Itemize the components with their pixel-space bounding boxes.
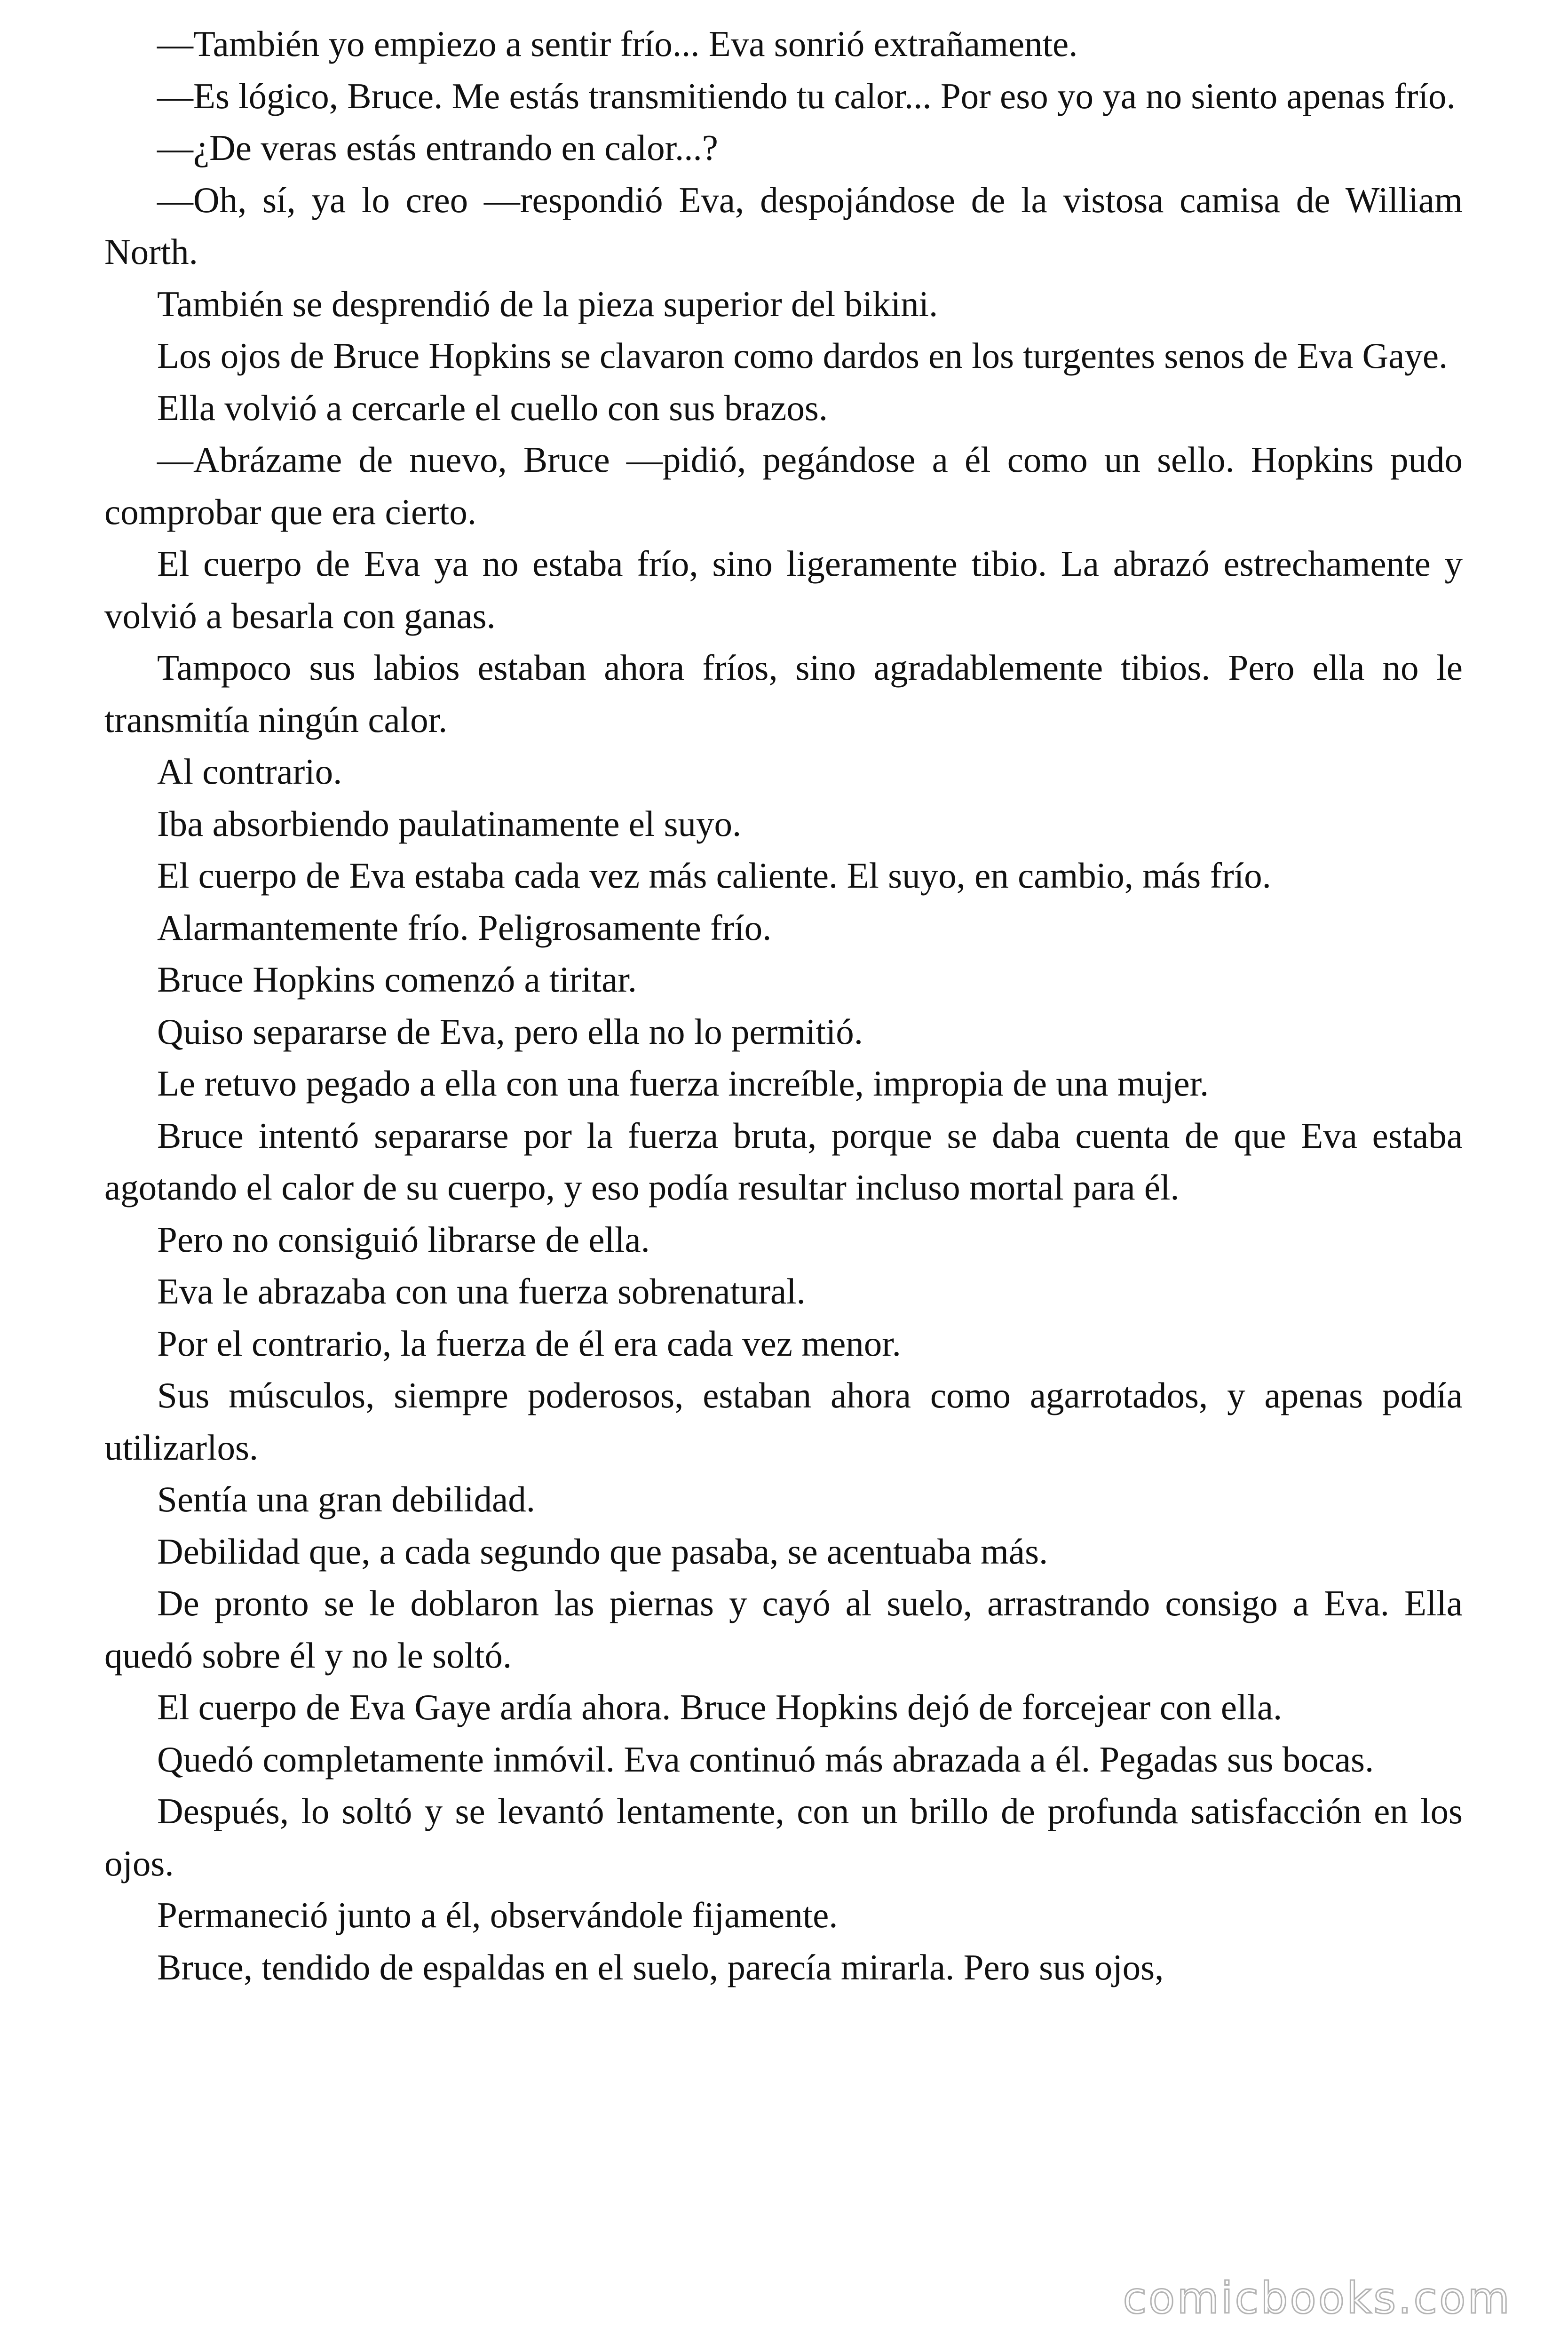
paragraph: Por el contrario, la fuerza de él era cada vez menor. [157,1323,901,1364]
paragraph: Le retuvo pegado a ella con una fuerza increíble, impropia de una mujer. [157,1063,1209,1104]
paragraph: Tampoco sus labios estaban ahora fríos, sino agradablemente tibios. Pero ella no le transmitía ningún calor. [104,647,1463,740]
paragraph: Después, lo soltó y se levantó lentamente, con un brillo de profunda satisfacción en los ojos. [104,1791,1463,1883]
paragraph: Bruce, tendido de espaldas en el suelo, parecía mirarla. Pero sus ojos, [157,1947,1164,1987]
paragraph: Alarmantemente frío. Peligrosamente frío. [157,907,772,948]
paragraph: El cuerpo de Eva ya no estaba frío, sino ligeramente tibio. La abrazó estrechamente y volvió a besarla con ganas. [104,543,1463,636]
watermark: comicbooks.com [1123,2273,1512,2323]
paragraph: El cuerpo de Eva estaba cada vez más caliente. El suyo, en cambio, más frío. [157,855,1271,896]
paragraph: El cuerpo de Eva Gaye ardía ahora. Bruce Hopkins dejó de forcejear con ella. [157,1687,1283,1727]
paragraph: Debilidad que, a cada segundo que pasaba, se acentuaba más. [157,1531,1048,1572]
paragraph: Permaneció junto a él, observándole fijamente. [157,1895,838,1935]
paragraph: —¿De veras estás entrando en calor...? [157,127,718,168]
paragraph: —Es lógico, Bruce. Me estás transmitiendo tu calor... Por eso yo ya no siento apenas frío. [157,75,1456,116]
paragraph: También se desprendió de la pieza superior del bikini. [157,283,938,324]
paragraph: De pronto se le doblaron las piernas y cayó al suelo, arrastrando consigo a Eva. Ella quedó sobre él y no le soltó. [104,1583,1463,1676]
paragraph: Los ojos de Bruce Hopkins se clavaron como dardos en los turgentes senos de Eva Gaye. [157,335,1448,376]
paragraph: Iba absorbiendo paulatinamente el suyo. [157,803,742,844]
paragraph: —Oh, sí, ya lo creo —respondió Eva, despojándose de la vistosa camisa de William North. [104,179,1463,272]
paragraph: Bruce Hopkins comenzó a tiritar. [157,959,637,1000]
paragraph: Ella volvió a cercarle el cuello con sus brazos. [157,387,828,428]
paragraph: Quiso separarse de Eva, pero ella no lo permitió. [157,1011,863,1052]
page-text [104,18,1463,1993]
paragraph: Sus músculos, siempre poderosos, estaban ahora como agarrotados, y apenas podía utilizarlos. [104,1375,1463,1468]
paragraph: Sentía una gran debilidad. [157,1479,535,1519]
paragraph: —También yo empiezo a sentir frío... Eva sonrió extrañamente. [157,24,1078,64]
paragraph: —Abrázame de nuevo, Bruce —pidió, pegándose a él como un sello. Hopkins pudo comprobar que era cierto. [104,439,1463,532]
paragraph: Quedó completamente inmóvil. Eva continuó más abrazada a él. Pegadas sus bocas. [157,1739,1374,1780]
paragraph: Al contrario. [157,751,342,792]
paragraph: Eva le abrazaba con una fuerza sobrenatural. [157,1271,806,1311]
paragraph: Pero no consiguió librarse de ella. [157,1219,650,1260]
paragraph: Bruce intentó separarse por la fuerza bruta, porque se daba cuenta de que Eva estaba agotando el calor de su cuerpo, y eso podía resultar incluso mortal para él. [104,1115,1463,1208]
